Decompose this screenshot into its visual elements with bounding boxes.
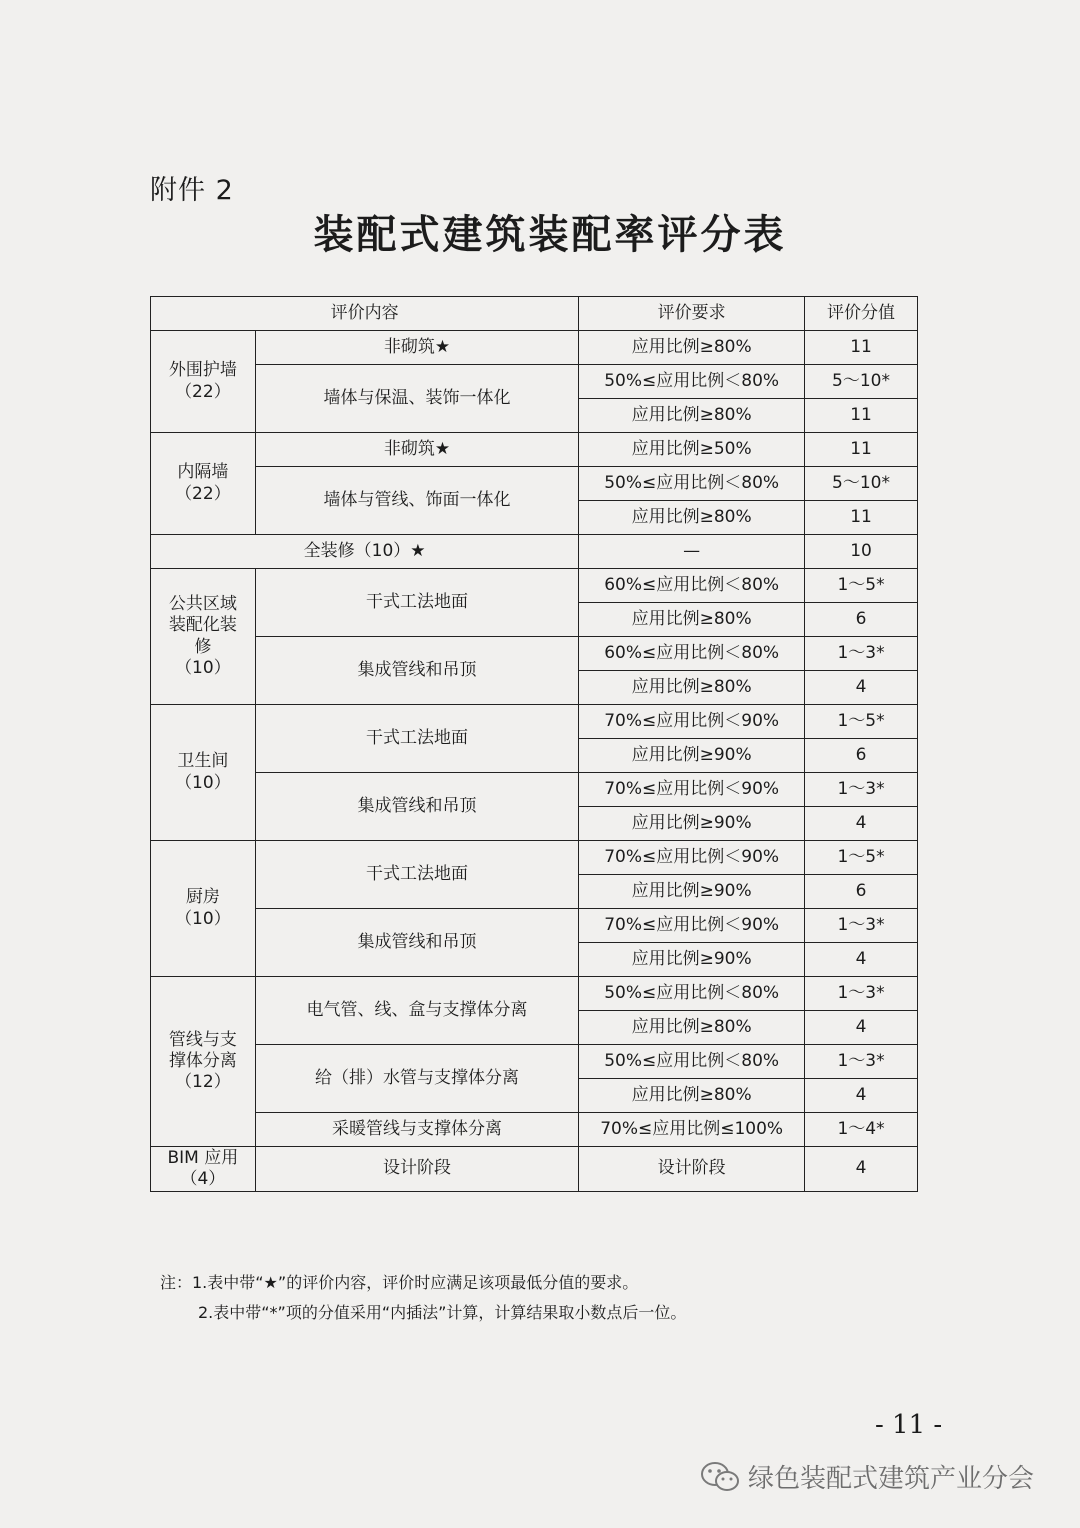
table-row [151,705,918,739]
score-cell: 5～10* [805,467,918,501]
item-cell: 集成管线和吊顶 [255,637,578,705]
requirement-cell: 50%≤应用比例＜80% [579,1045,805,1079]
requirement-cell: 50%≤应用比例＜80% [579,467,805,501]
requirement-cell: 70%≤应用比例＜90% [579,909,805,943]
score-cell: 1～5* [805,569,918,603]
score-cell: 6 [805,739,918,773]
item-cell: 集成管线和吊顶 [255,773,578,841]
score-cell: 4 [805,1147,918,1192]
group-cell: 管线与支 撑体分离 （12） [151,977,256,1147]
watermark-text: 绿色装配式建筑产业分会 [748,1464,1035,1494]
requirement-cell: 应用比例≥80% [579,1011,805,1045]
score-cell: 11 [805,501,918,535]
item-cell: 干式工法地面 [255,705,578,773]
item-cell: 墙体与保温、装饰一体化 [255,365,578,433]
table-row [151,1113,918,1147]
requirement-cell: 应用比例≥80% [579,603,805,637]
notes [160,1268,686,1328]
group-cell: 外围护墙 （22） [151,331,256,433]
item-cell: 给（排）水管与支撑体分离 [255,1045,578,1113]
page-number: - 11 - [875,1410,943,1440]
requirement-cell: 应用比例≥80% [579,399,805,433]
item-cell: 设计阶段 [255,1147,578,1192]
requirement-cell: 70%≤应用比例＜90% [579,705,805,739]
group-cell: 公共区域 装配化装 修 （10） [151,569,256,705]
score-cell: 1～3* [805,1045,918,1079]
requirement-cell: 设计阶段 [579,1147,805,1192]
item-cell: 干式工法地面 [255,569,578,637]
requirement-cell: 50%≤应用比例＜80% [579,977,805,1011]
table-header-row [151,297,918,331]
requirement-cell: 应用比例≥90% [579,943,805,977]
table-row [151,467,918,501]
item-cell: 墙体与管线、饰面一体化 [255,467,578,535]
score-cell: 6 [805,603,918,637]
group-cell: 厨房 （10） [151,841,256,977]
requirement-cell: 应用比例≥80% [579,501,805,535]
content-cell: 全装修（10）★ [151,535,579,569]
header-requirement: 评价要求 [579,297,805,331]
item-cell: 采暖管线与支撑体分离 [255,1113,578,1147]
table-row [151,433,918,467]
score-cell: 1～5* [805,841,918,875]
requirement-cell: — [579,535,805,569]
group-cell: 内隔墙 （22） [151,433,256,535]
scoring-table [150,296,918,1192]
item-cell: 非砌筑★ [255,331,578,365]
score-cell: 10 [805,535,918,569]
table-row [151,535,918,569]
score-cell: 1～4* [805,1113,918,1147]
requirement-cell: 70%≤应用比例＜90% [579,841,805,875]
table-row [151,977,918,1011]
score-cell: 11 [805,331,918,365]
table-row [151,637,918,671]
item-cell: 非砌筑★ [255,433,578,467]
table-row [151,841,918,875]
score-cell: 11 [805,399,918,433]
requirement-cell: 应用比例≥80% [579,671,805,705]
item-cell: 集成管线和吊顶 [255,909,578,977]
score-cell: 4 [805,943,918,977]
wechat-icon [700,1461,740,1493]
score-cell: 1～5* [805,705,918,739]
table-row [151,365,918,399]
requirement-cell: 60%≤应用比例＜80% [579,637,805,671]
score-cell: 4 [805,1011,918,1045]
requirement-cell: 70%≤应用比例＜90% [579,773,805,807]
score-cell: 1～3* [805,977,918,1011]
item-cell: 电气管、线、盒与支撑体分离 [255,977,578,1045]
score-cell: 4 [805,671,918,705]
group-cell: BIM 应用 （4） [151,1147,256,1192]
score-cell: 4 [805,1079,918,1113]
score-cell: 1～3* [805,909,918,943]
attachment-label: 附件 2 [150,175,234,206]
requirement-cell: 70%≤应用比例≤100% [579,1113,805,1147]
score-cell: 4 [805,807,918,841]
page-title: 装配式建筑装配率评分表 [313,211,787,258]
requirement-cell: 应用比例≥90% [579,875,805,909]
note-1: 注：1.表中带“★”的评价内容，评价时应满足该项最低分值的要求。 [160,1273,639,1292]
requirement-cell: 50%≤应用比例＜80% [579,365,805,399]
table-row [151,909,918,943]
table-row [151,1045,918,1079]
score-cell: 11 [805,433,918,467]
score-cell: 5～10* [805,365,918,399]
requirement-cell: 应用比例≥50% [579,433,805,467]
score-cell: 1～3* [805,637,918,671]
score-cell: 1～3* [805,773,918,807]
group-cell: 卫生间 （10） [151,705,256,841]
table-row [151,331,918,365]
requirement-cell: 应用比例≥80% [579,331,805,365]
table-row [151,1147,918,1192]
requirement-cell: 应用比例≥80% [579,1079,805,1113]
header-score: 评价分值 [805,297,918,331]
table-row [151,773,918,807]
requirement-cell: 应用比例≥90% [579,739,805,773]
watermark [700,1458,1034,1495]
header-content: 评价内容 [151,297,579,331]
table-row [151,569,918,603]
score-cell: 6 [805,875,918,909]
note-2: 2.表中带“*”项的分值采用“内插法”计算，计算结果取小数点后一位。 [198,1303,687,1322]
requirement-cell: 60%≤应用比例＜80% [579,569,805,603]
item-cell: 干式工法地面 [255,841,578,909]
requirement-cell: 应用比例≥90% [579,807,805,841]
